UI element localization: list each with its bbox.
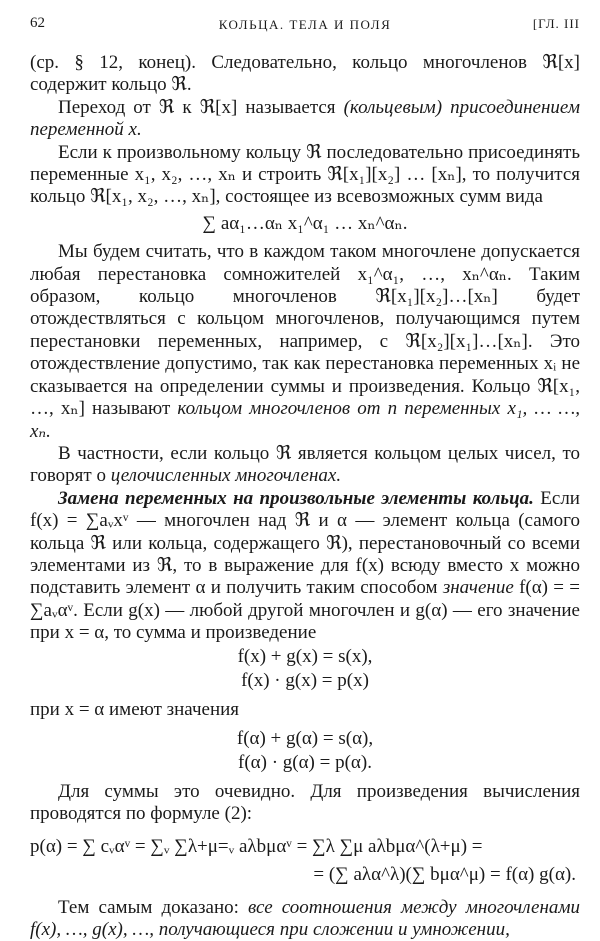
paragraph-7: при x = α имеют значения bbox=[30, 698, 240, 720]
paragraph-6 bbox=[30, 488, 580, 645]
paragraph-9-text: Тем самым доказано: bbox=[58, 896, 249, 918]
term-integer-polynomials: целочисленных многочленах. bbox=[110, 465, 342, 487]
chapter-marker: [ГЛ. III bbox=[532, 16, 580, 31]
formula-product-poly: f(x) · g(x) = p(x) bbox=[241, 669, 369, 691]
formula-product-value: f(α) · g(α) = p(α). bbox=[238, 751, 372, 773]
formula-product-factored: = (∑ aλα^λ)(∑ bμα^μ) = f(α) g(α). bbox=[313, 864, 576, 886]
formula-product-expansion: p(α) = ∑ cᵥαᵛ = ∑ᵥ ∑λ+μ=ᵥ aλbμαᵛ = ∑λ ∑μ aλbμα^(λ+μ) = bbox=[30, 835, 483, 857]
term-adjunction: (кольцевым) присоединением переменной x. bbox=[30, 96, 580, 141]
formula-sum-monomials: ∑ aα₁…αₙ x₁^α₁ … xₙ^αₙ. bbox=[202, 212, 408, 234]
paragraph-2-text: Переход от ℜ к ℜ[x] называется bbox=[58, 96, 344, 118]
page-body bbox=[30, 52, 580, 941]
formula-sum-poly: f(x) + g(x) = s(x), bbox=[237, 645, 373, 667]
paragraph-6-text-b: f(α) = = ∑aᵥαᵛ. Если g(x) — любой другой многочлен и g(α) — его значение при x = α, то сумма и произведение bbox=[30, 577, 580, 644]
paragraph-6-text-a: Если f(x) = ∑aᵥxᵛ — многочлен над ℜ и α — элемент кольца (самого кольца ℜ или кольца, содержащего ℜ), перестановочный со всеми элементами из ℜ, то в выражение для f(x) всюду вместо x можно подставить элемент α и получить таким способом bbox=[30, 487, 580, 599]
paragraph-5-text: В частности, если кольцо ℜ является кольцом целых чисел, то говорят о bbox=[30, 442, 580, 487]
paragraph-9 bbox=[30, 897, 580, 941]
paragraph-8: Для суммы это очевидно. Для произведения вычисления проводятся по формуле (2): bbox=[30, 780, 580, 825]
paragraph-2 bbox=[30, 97, 580, 142]
term-multivariate-ring: кольцом многочленов от n переменных x₁, … …, xₙ. bbox=[30, 398, 580, 442]
running-title: КОЛЬЦА. ТЕЛА И ПОЛЯ bbox=[218, 17, 392, 32]
paragraph-5 bbox=[30, 443, 580, 488]
paragraph-4-text: Мы будем считать, что в каждом таком многочлене допускается любая перестановка сомножителей x₁^α₁, …, xₙ^αₙ. Таким образом, кольцо многочленов ℜ[x₁][x₂]…[xₙ] будет отождествляться с кольцом многочленов, получающимся путем перестановки переменных, например, с ℜ[x₂][x₁]…[xₙ]. Это отождествление допустимо, так как перестановка переменных xᵢ не сказывается на определении суммы и произведения. Кольцо ℜ[x₁, …, xₙ] называют bbox=[30, 241, 580, 420]
section-title-substitution: Замена переменных на произвольные элементы кольца. bbox=[58, 487, 534, 509]
formula-sum-value: f(α) + g(α) = s(α), bbox=[236, 727, 374, 749]
theorem-statement: все соотношения между многочленами f(x), …, g(x), …, получающиеся при сложении и умножении, bbox=[30, 896, 580, 940]
page-number: 62 bbox=[30, 15, 45, 31]
paragraph-4 bbox=[30, 241, 580, 443]
term-value: значение bbox=[442, 577, 514, 599]
paragraph-3: Если к произвольному кольцу ℜ последовательно присоединять переменные x₁, x₂, …, xₙ и строить ℜ[x₁][x₂] … [xₙ], то получится кольцо ℜ[x₁, x₂, …, xₙ], состоящее из всевозможных сумм вида bbox=[30, 141, 580, 208]
paragraph-1: (ср. § 12, конец). Следовательно, кольцо многочленов ℜ[x] содержит кольцо ℜ. bbox=[30, 52, 580, 96]
running-header bbox=[30, 12, 580, 36]
